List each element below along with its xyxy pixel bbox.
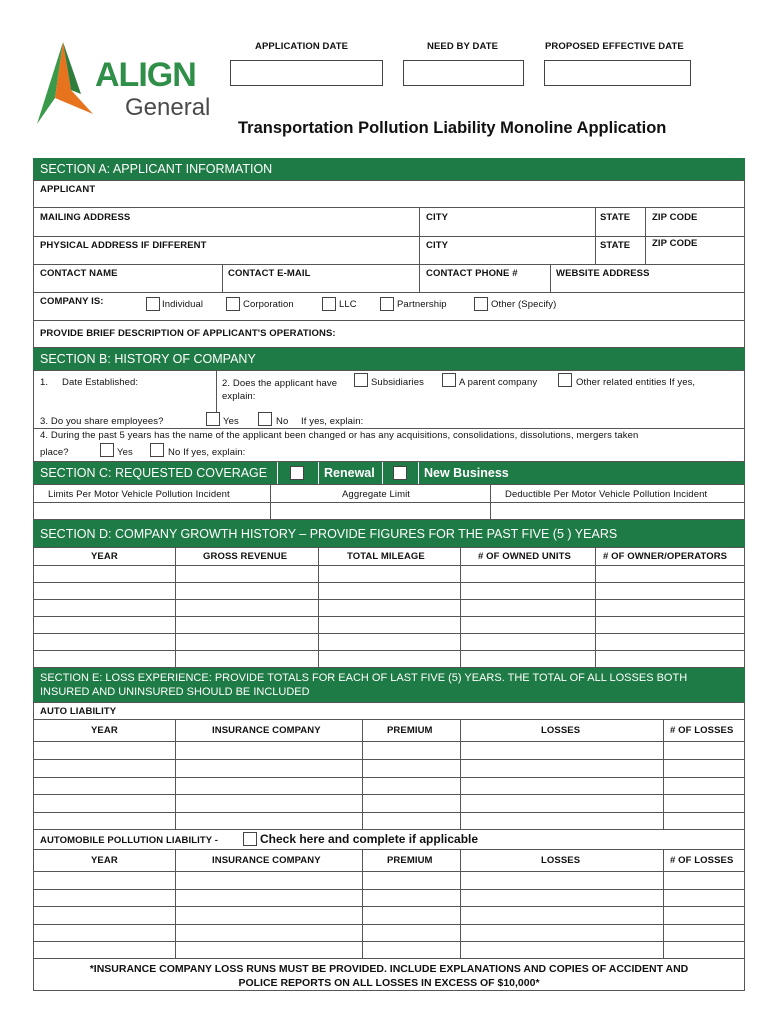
ep-premium-header: PREMIUM <box>387 855 433 866</box>
mailing-address-label: MAILING ADDRESS <box>40 212 131 223</box>
q3-yes-checkbox[interactable] <box>206 412 220 426</box>
q3-no-label: No <box>276 416 289 427</box>
pollution-liability-check-label: Check here and complete if applicable <box>260 832 479 846</box>
q3-yes-label: Yes <box>223 416 239 427</box>
operations-label: PROVIDE BRIEF DESCRIPTION OF APPLICANT'S OPERATIONS: <box>40 328 336 339</box>
need-by-date-field[interactable] <box>403 60 524 86</box>
d-owner-operators-header: # OF OWNER/OPERATORS <box>603 551 728 562</box>
physical-zip-label: ZIP CODE <box>652 238 698 249</box>
q4-no-checkbox[interactable] <box>150 443 164 457</box>
e-premium-header: PREMIUM <box>387 725 433 736</box>
d-total-mileage-header: TOTAL MILEAGE <box>347 551 425 562</box>
section-a-header <box>33 158 745 180</box>
e-losses-header: LOSSES <box>541 725 581 736</box>
section-d-header <box>33 520 745 547</box>
other-entities-checkbox[interactable] <box>558 373 572 387</box>
align-general-logo <box>35 38 225 128</box>
q4-place-label: place? <box>40 447 69 458</box>
footnote-line1: *INSURANCE COMPANY LOSS RUNS MUST BE PROVIDED. INCLUDE EXPLANATIONS AND COPIES OF ACCIDENT AND <box>89 963 689 975</box>
d-year-header: YEAR <box>91 551 118 562</box>
renewal-label: Renewal <box>324 466 375 480</box>
need-by-date-label: NEED BY DATE <box>427 41 499 52</box>
mailing-zip-label: ZIP CODE <box>652 212 698 223</box>
section-e-title-line2: INSURED AND UNINSURED SHOULD BE INCLUDED <box>40 686 310 698</box>
physical-state-label: STATE <box>600 240 631 251</box>
q2-label: 2. Does the applicant have <box>222 378 338 389</box>
section-e-header <box>33 668 745 702</box>
e-year-header: YEAR <box>91 725 118 736</box>
q3-no-checkbox[interactable] <box>258 412 272 426</box>
individual-label: Individual <box>162 299 204 310</box>
q4-no-label: No If yes, explain: <box>168 447 246 458</box>
proposed-effective-date-field[interactable] <box>544 60 691 86</box>
q2-explain-label: explain: <box>222 391 256 402</box>
auto-liability-label: AUTO LIABILITY <box>40 706 117 717</box>
contact-name-label: CONTACT NAME <box>40 268 118 279</box>
individual-checkbox[interactable] <box>146 297 160 311</box>
section-b-title: SECTION B: HISTORY OF COMPANY <box>40 352 256 366</box>
q4-label: 4. During the past 5 years has the name of the applicant been changed or has any acquisitions, consolidations, dissolutions, mergers taken <box>40 430 639 441</box>
proposed-effective-date-label: PROPOSED EFFECTIVE DATE <box>545 41 684 52</box>
limits-column-header: Limits Per Motor Vehicle Pollution Incident <box>48 489 230 500</box>
partnership-label: Partnership <box>397 299 447 310</box>
q4-yes-label: Yes <box>117 447 133 458</box>
corporation-checkbox[interactable] <box>226 297 240 311</box>
section-e-title-line1: SECTION E: LOSS EXPERIENCE: PROVIDE TOTALS FOR EACH OF LAST FIVE (5) YEARS. THE TOTAL OF ALL LOSSES BOTH <box>40 672 688 684</box>
applicant-label: APPLICANT <box>40 184 96 195</box>
ep-year-header: YEAR <box>91 855 118 866</box>
new-business-checkbox[interactable] <box>393 466 407 480</box>
pollution-liability-label: AUTOMOBILE POLLUTION LIABILITY - <box>40 835 219 846</box>
pollution-liability-checkbox[interactable] <box>243 832 257 846</box>
page-title: Transportation Pollution Liability Monoline Application <box>238 119 667 137</box>
logo-word-align: ALIGN <box>95 56 196 94</box>
section-d-title: SECTION D: COMPANY GROWTH HISTORY – PROVIDE FIGURES FOR THE PAST FIVE (5 ) YEARS <box>40 527 618 541</box>
section-b-header <box>33 348 745 370</box>
aggregate-column-header: Aggregate Limit <box>342 489 411 500</box>
d-owned-units-header: # OF OWNED UNITS <box>478 551 571 562</box>
q1-number: 1. <box>40 377 49 388</box>
q3-share-employees-label: 3. Do you share employees? <box>40 416 164 427</box>
ep-losses-header: LOSSES <box>541 855 581 866</box>
e-insurance-company-header: INSURANCE COMPANY <box>212 725 321 736</box>
align-chevron-icon <box>35 38 95 128</box>
parent-company-label: A parent company <box>459 377 538 388</box>
ep-insurance-company-header: INSURANCE COMPANY <box>212 855 321 866</box>
other-entities-label: Other related entities If yes, <box>576 377 696 388</box>
mailing-city-label: CITY <box>426 212 449 223</box>
q4-yes-checkbox[interactable] <box>100 443 114 457</box>
deductible-column-header: Deductible Per Motor Vehicle Pollution Incident <box>505 489 708 500</box>
contact-email-label: CONTACT E-MAIL <box>228 268 311 279</box>
mailing-state-label: STATE <box>600 212 631 223</box>
application-date-field[interactable] <box>230 60 383 86</box>
applicant-field[interactable] <box>120 182 740 204</box>
application-date-label: APPLICATION DATE <box>255 41 349 52</box>
q3-explain-label: If yes, explain: <box>301 416 364 427</box>
contact-phone-label: CONTACT PHONE # <box>426 268 518 279</box>
company-is-label: COMPANY IS: <box>40 296 104 307</box>
logo-word-general: General <box>125 94 211 121</box>
other-checkbox[interactable] <box>474 297 488 311</box>
ep-number-of-losses-header: # OF LOSSES <box>670 855 734 866</box>
llc-checkbox[interactable] <box>322 297 336 311</box>
renewal-checkbox[interactable] <box>290 466 304 480</box>
parent-company-checkbox[interactable] <box>442 373 456 387</box>
subsidiaries-label: Subsidiaries <box>371 377 424 388</box>
new-business-label: New Business <box>424 466 509 480</box>
d-gross-revenue-header: GROSS REVENUE <box>203 551 288 562</box>
e-number-of-losses-header: # OF LOSSES <box>670 725 734 736</box>
section-c-title: SECTION C: REQUESTED COVERAGE <box>40 466 268 480</box>
section-c-header <box>33 462 745 484</box>
physical-city-label: CITY <box>426 240 449 251</box>
partnership-checkbox[interactable] <box>380 297 394 311</box>
subsidiaries-checkbox[interactable] <box>354 373 368 387</box>
q1-date-established-label: Date Established: <box>62 377 139 388</box>
section-a-title: SECTION A: APPLICANT INFORMATION <box>40 162 273 176</box>
corporation-label: Corporation <box>243 299 294 310</box>
footnote-line2: POLICE REPORTS ON ALL LOSSES IN EXCESS OF $10,000* <box>238 977 540 989</box>
llc-label: LLC <box>339 299 357 310</box>
section-e-form <box>33 702 745 991</box>
website-label: WEBSITE ADDRESS <box>556 268 650 279</box>
physical-address-label: PHYSICAL ADDRESS IF DIFFERENT <box>40 240 207 251</box>
other-specify-label: Other (Specify) <box>491 299 557 310</box>
loss-runs-footnote <box>33 962 745 990</box>
